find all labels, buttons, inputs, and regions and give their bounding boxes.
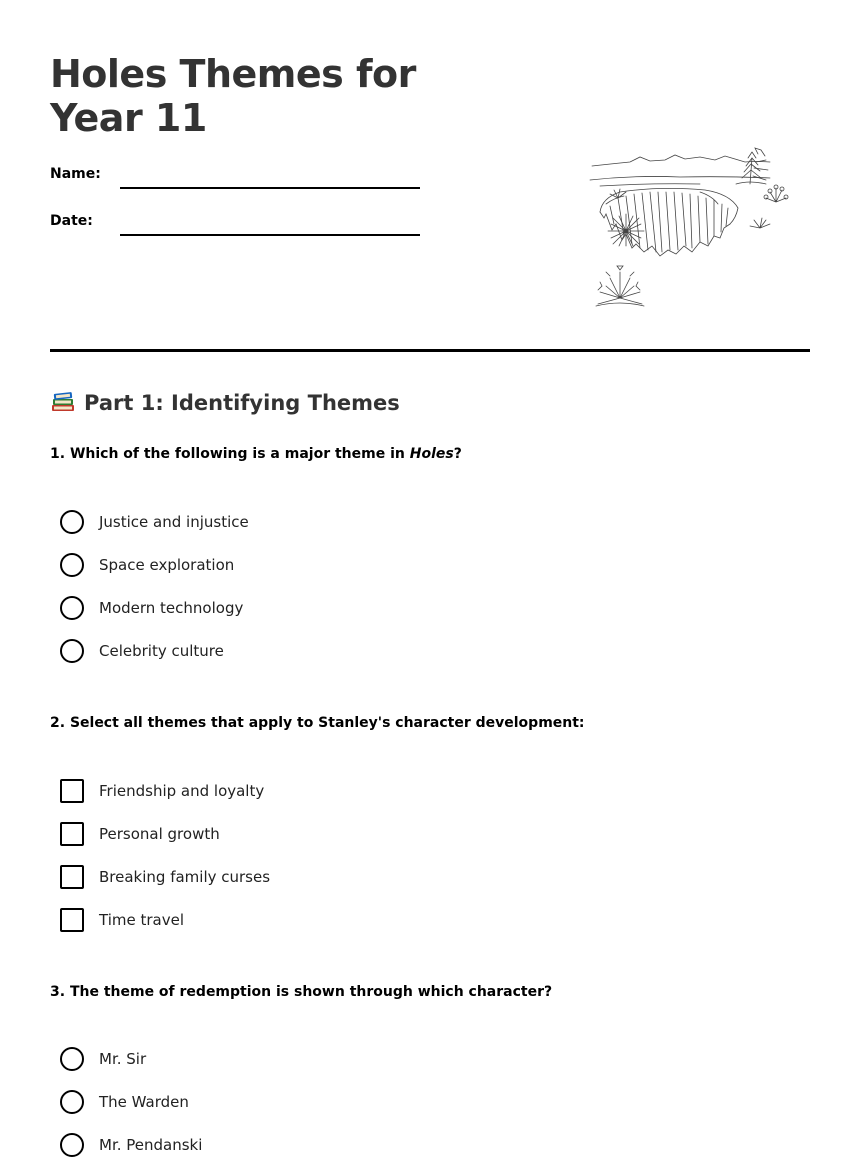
name-line[interactable] [120, 187, 420, 189]
q1-option-technology[interactable] [60, 595, 243, 621]
header-divider [50, 349, 810, 352]
radio-button[interactable] [60, 553, 84, 577]
radio-button[interactable] [60, 510, 84, 534]
checkbox[interactable] [60, 865, 84, 889]
option-label: Space exploration [99, 556, 235, 574]
date-line[interactable] [120, 234, 420, 236]
option-label: Mr. Pendanski [99, 1136, 203, 1154]
checkbox[interactable] [60, 908, 84, 932]
books-icon [50, 388, 76, 414]
q3-option-warden[interactable] [60, 1089, 189, 1115]
q1-option-celebrity[interactable] [60, 638, 224, 664]
option-label: Justice and injustice [99, 513, 249, 531]
question-number: 3. [50, 984, 66, 1000]
option-label: Friendship and loyalty [99, 782, 265, 800]
question-number: 1. [50, 446, 66, 462]
radio-button[interactable] [60, 1047, 84, 1071]
q2-option-friendship[interactable] [60, 778, 264, 804]
checkbox[interactable] [60, 822, 84, 846]
question-2 [50, 713, 585, 733]
option-label: Modern technology [99, 599, 244, 617]
option-label: Celebrity culture [99, 642, 224, 660]
question-3 [50, 982, 552, 1002]
q3-option-pendanski[interactable] [60, 1132, 202, 1158]
q1-option-space[interactable] [60, 552, 234, 578]
name-label: Name: [50, 166, 101, 182]
radio-button[interactable] [60, 596, 84, 620]
question-text: The theme of redemption is shown through which character? [69, 984, 553, 1000]
q2-option-curses[interactable] [60, 864, 270, 890]
section-title [50, 388, 400, 418]
section-title-text: Part 1: Identifying Themes [84, 391, 400, 415]
checkbox[interactable] [60, 779, 84, 803]
q2-option-time-travel[interactable] [60, 907, 184, 933]
radio-button[interactable] [60, 639, 84, 663]
question-text: Select all themes that apply to Stanley's character development: [69, 715, 585, 731]
radio-button[interactable] [60, 1133, 84, 1157]
worksheet-page [50, 0, 810, 1161]
q3-option-mr-sir[interactable] [60, 1046, 146, 1072]
desert-hole-illustration [540, 140, 800, 310]
q2-option-growth[interactable] [60, 821, 220, 847]
radio-button[interactable] [60, 1090, 84, 1114]
worksheet-title: Holes Themes for Year 11 [50, 52, 416, 140]
name-field[interactable] [50, 166, 420, 196]
question-number: 2. [50, 715, 66, 731]
option-label: Mr. Sir [99, 1050, 147, 1068]
date-label: Date: [50, 213, 93, 229]
question-mark: ? [453, 446, 462, 462]
option-label: Personal growth [99, 825, 220, 843]
option-label: Breaking family curses [99, 868, 271, 886]
date-field[interactable] [50, 213, 420, 243]
q1-option-justice[interactable] [60, 509, 249, 535]
option-label: The Warden [99, 1093, 189, 1111]
option-label: Time travel [99, 911, 184, 929]
question-1 [50, 444, 462, 464]
question-text: Which of the following is a major theme in [69, 446, 405, 462]
book-title-emphasis: Holes [409, 446, 454, 462]
